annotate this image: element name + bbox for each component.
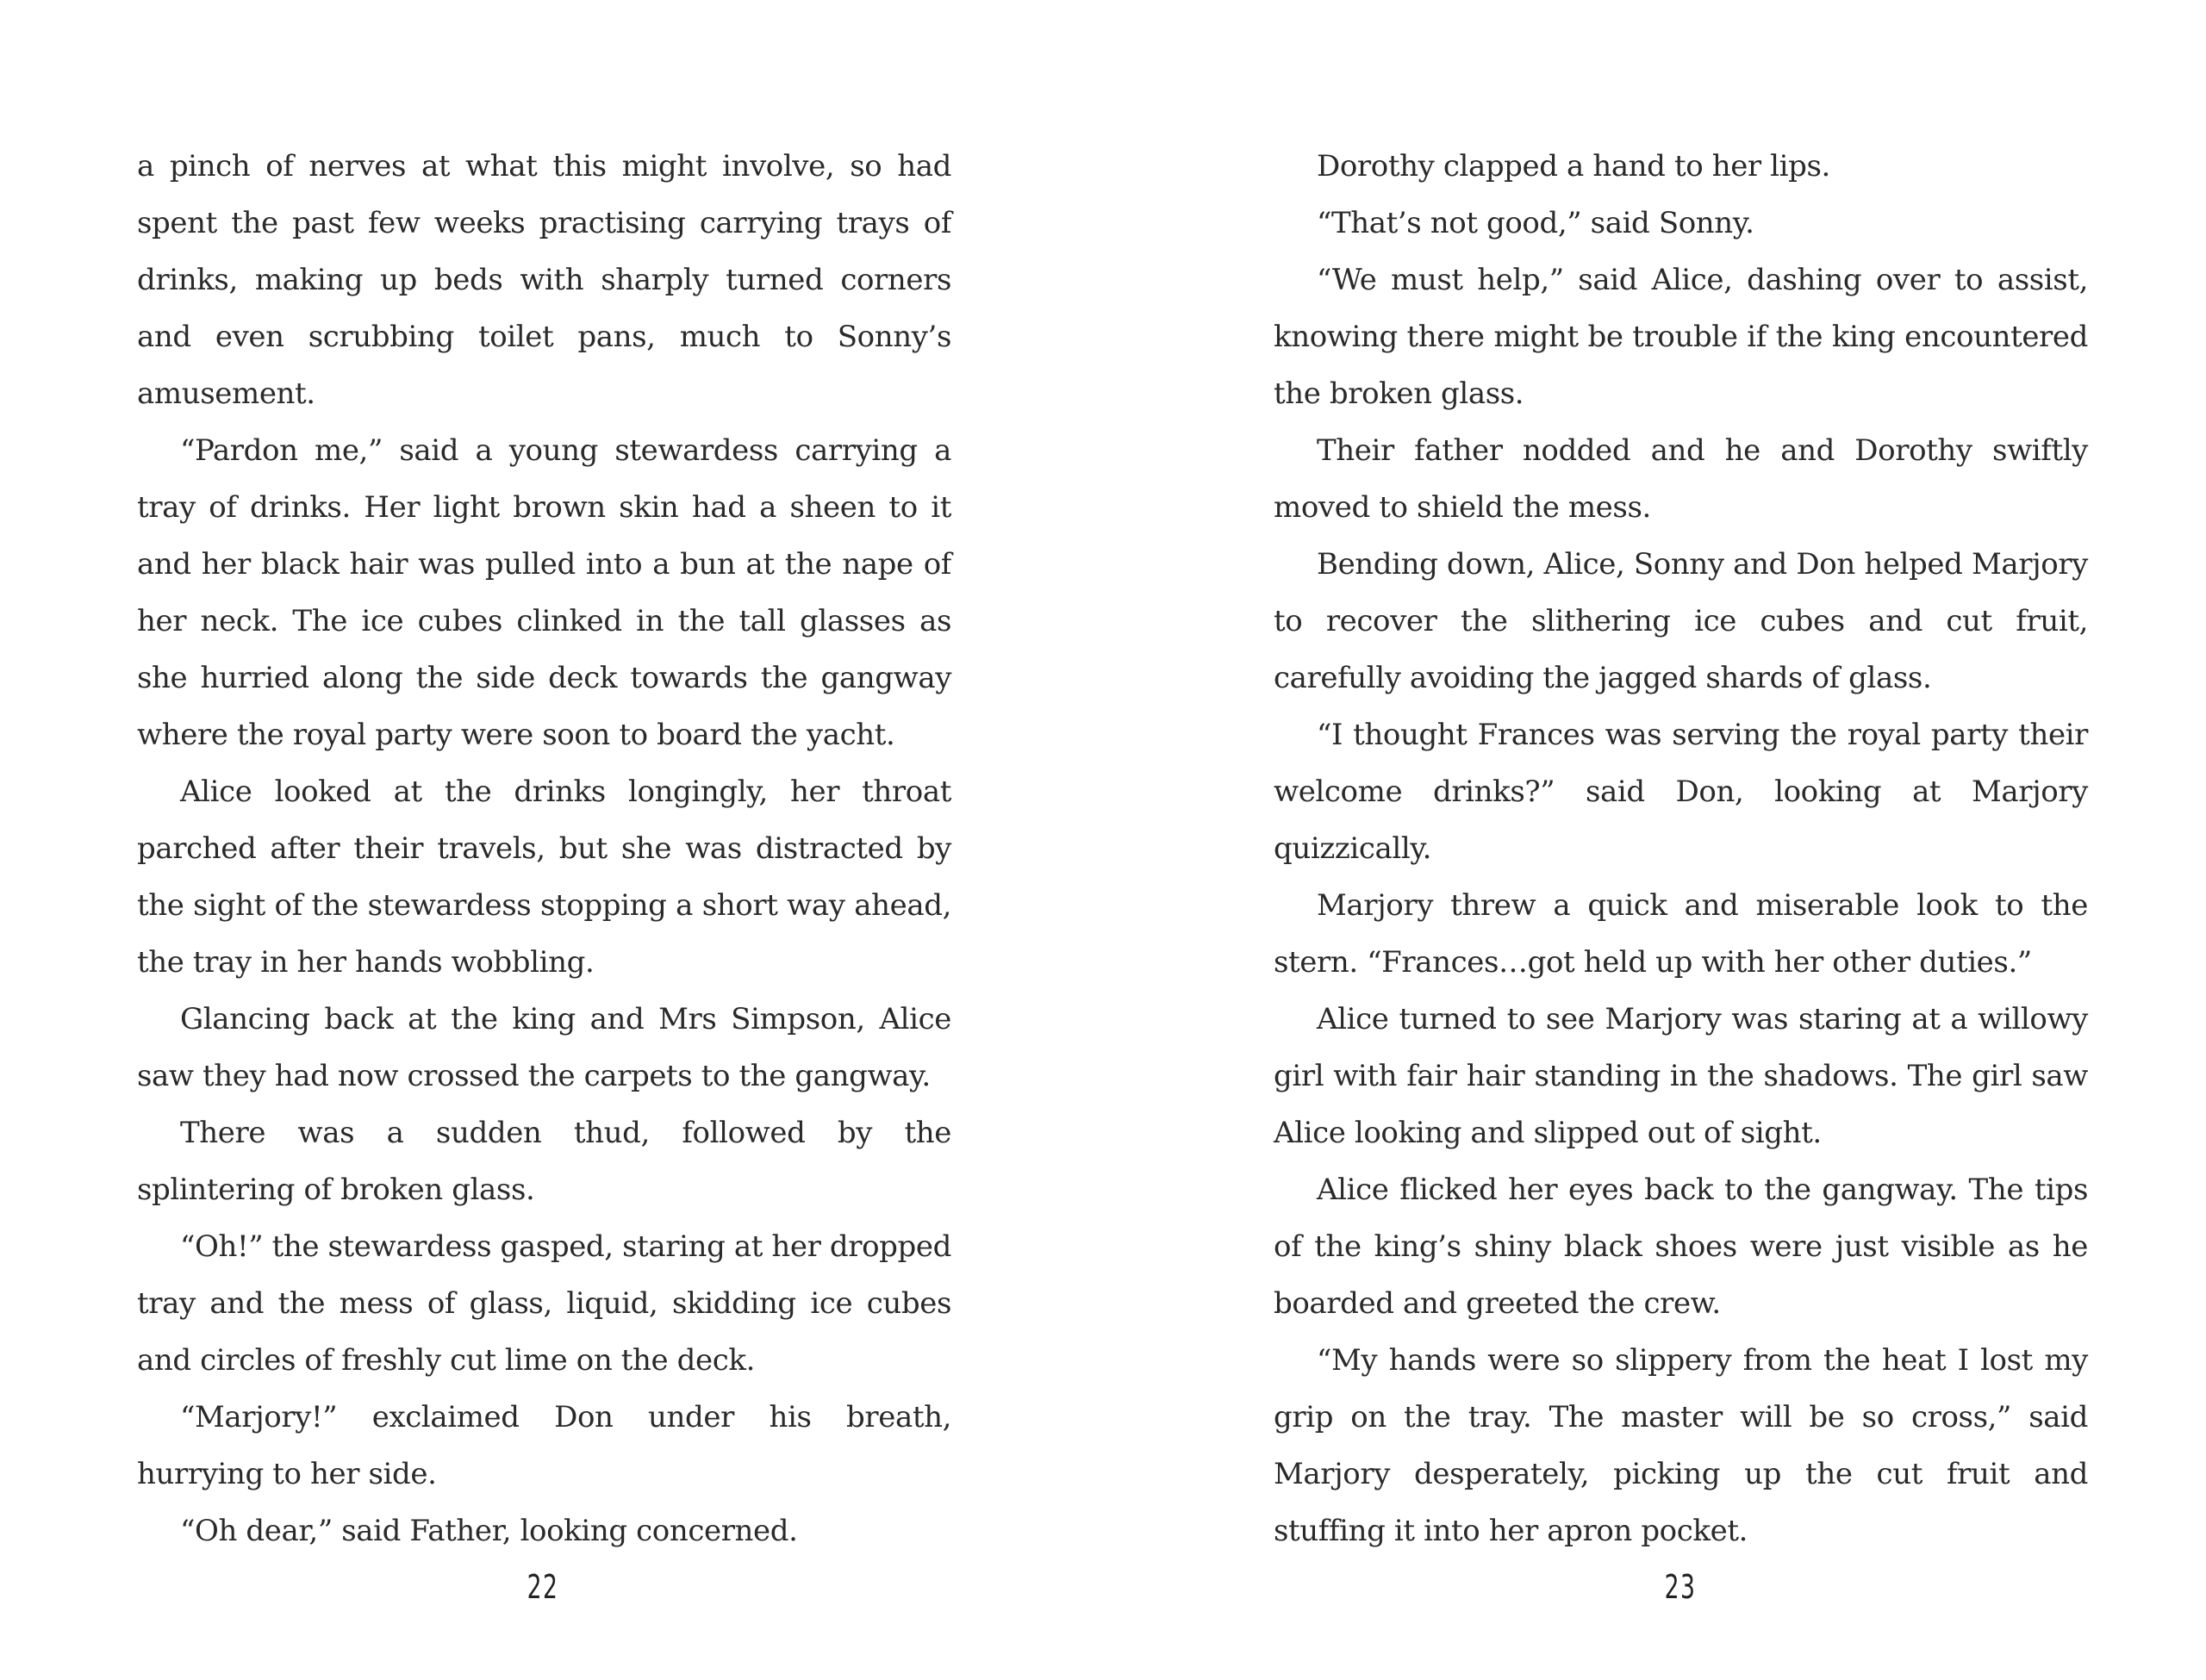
paragraph: Marjory threw a quick and miserable look to the stern. “Frances…got held up with her other duties.” [1274,888,2088,980]
paragraph: Bending down, Alice, Sonny and Don helped Marjory to recover the slithering ice cubes and cut fruit, carefully avoiding the jagged shards of glass. [1274,547,2088,695]
left-page-text [137,138,951,1559]
paragraph: “We must help,” said Alice, dashing over to assist, knowing there might be trouble if the king encountered the broken glass. [1274,263,2088,411]
paragraph: Alice turned to see Marjory was staring at a willowy girl with fair hair standing in the shadows. The girl saw Alice looking and slipped out of sight. [1274,1002,2088,1150]
paragraph: There was a sudden thud, followed by the splintering of broken glass. [137,1116,951,1207]
paragraph: “Pardon me,” said a young stewardess carrying a tray of drinks. Her light brown skin had a sheen to it and her black hair was pulled into a bun at the nape of her neck. The ice cubes clinked in the tall glasses as she hurried along the side deck towards the gangway where the royal party were soon to board the yacht. [137,433,951,752]
paragraph: Their father nodded and he and Dorothy swiftly moved to shield the mess. [1274,433,2088,525]
paragraph: Alice flicked her eyes back to the gangway. The tips of the king’s shiny black shoes were just visible as he boarded and greeted the crew. [1274,1173,2088,1321]
paragraph: Dorothy clapped a hand to her lips. [1317,149,1830,184]
paragraph: “I thought Frances was serving the royal party their welcome drinks?” said Don, looking at Marjory quizzically. [1274,718,2088,866]
paragraph: “Oh!” the stewardess gasped, staring at her dropped tray and the mess of glass, liquid, skidding ice cubes and circles of freshly cut lime on the deck. [137,1229,951,1378]
page-number-right: 23 [1664,1568,1697,1606]
paragraph: “Marjory!” exclaimed Don under his breath, hurrying to her side. [137,1400,951,1491]
paragraph: “Oh dear,” said Father, looking concerned. [180,1514,798,1548]
paragraph: Alice looked at the drinks longingly, her throat parched after their travels, but she was distracted by the sight of the stewardess stopping a short way ahead, the tray in her hands wobbling. [137,775,951,980]
paragraph: a pinch of nerves at what this might involve, so had spent the past few weeks practising carrying trays of drinks, making up beds with sharply turned corners and even scrubbing toilet pans, much to Sonny’s amusement. [137,149,951,411]
paragraph: “My hands were so slippery from the heat I lost my grip on the tray. The master will be so cross,” said Marjory desperately, picking up the cut fruit and stuffing it into her apron pocket. [1274,1343,2088,1548]
paragraph: Glancing back at the king and Mrs Simpson, Alice saw they had now crossed the carpets to the gangway. [137,1002,951,1093]
paragraph: “That’s not good,” said Sonny. [1317,206,1754,240]
right-page-text [1274,138,2088,1559]
page-number-left: 22 [527,1568,559,1606]
